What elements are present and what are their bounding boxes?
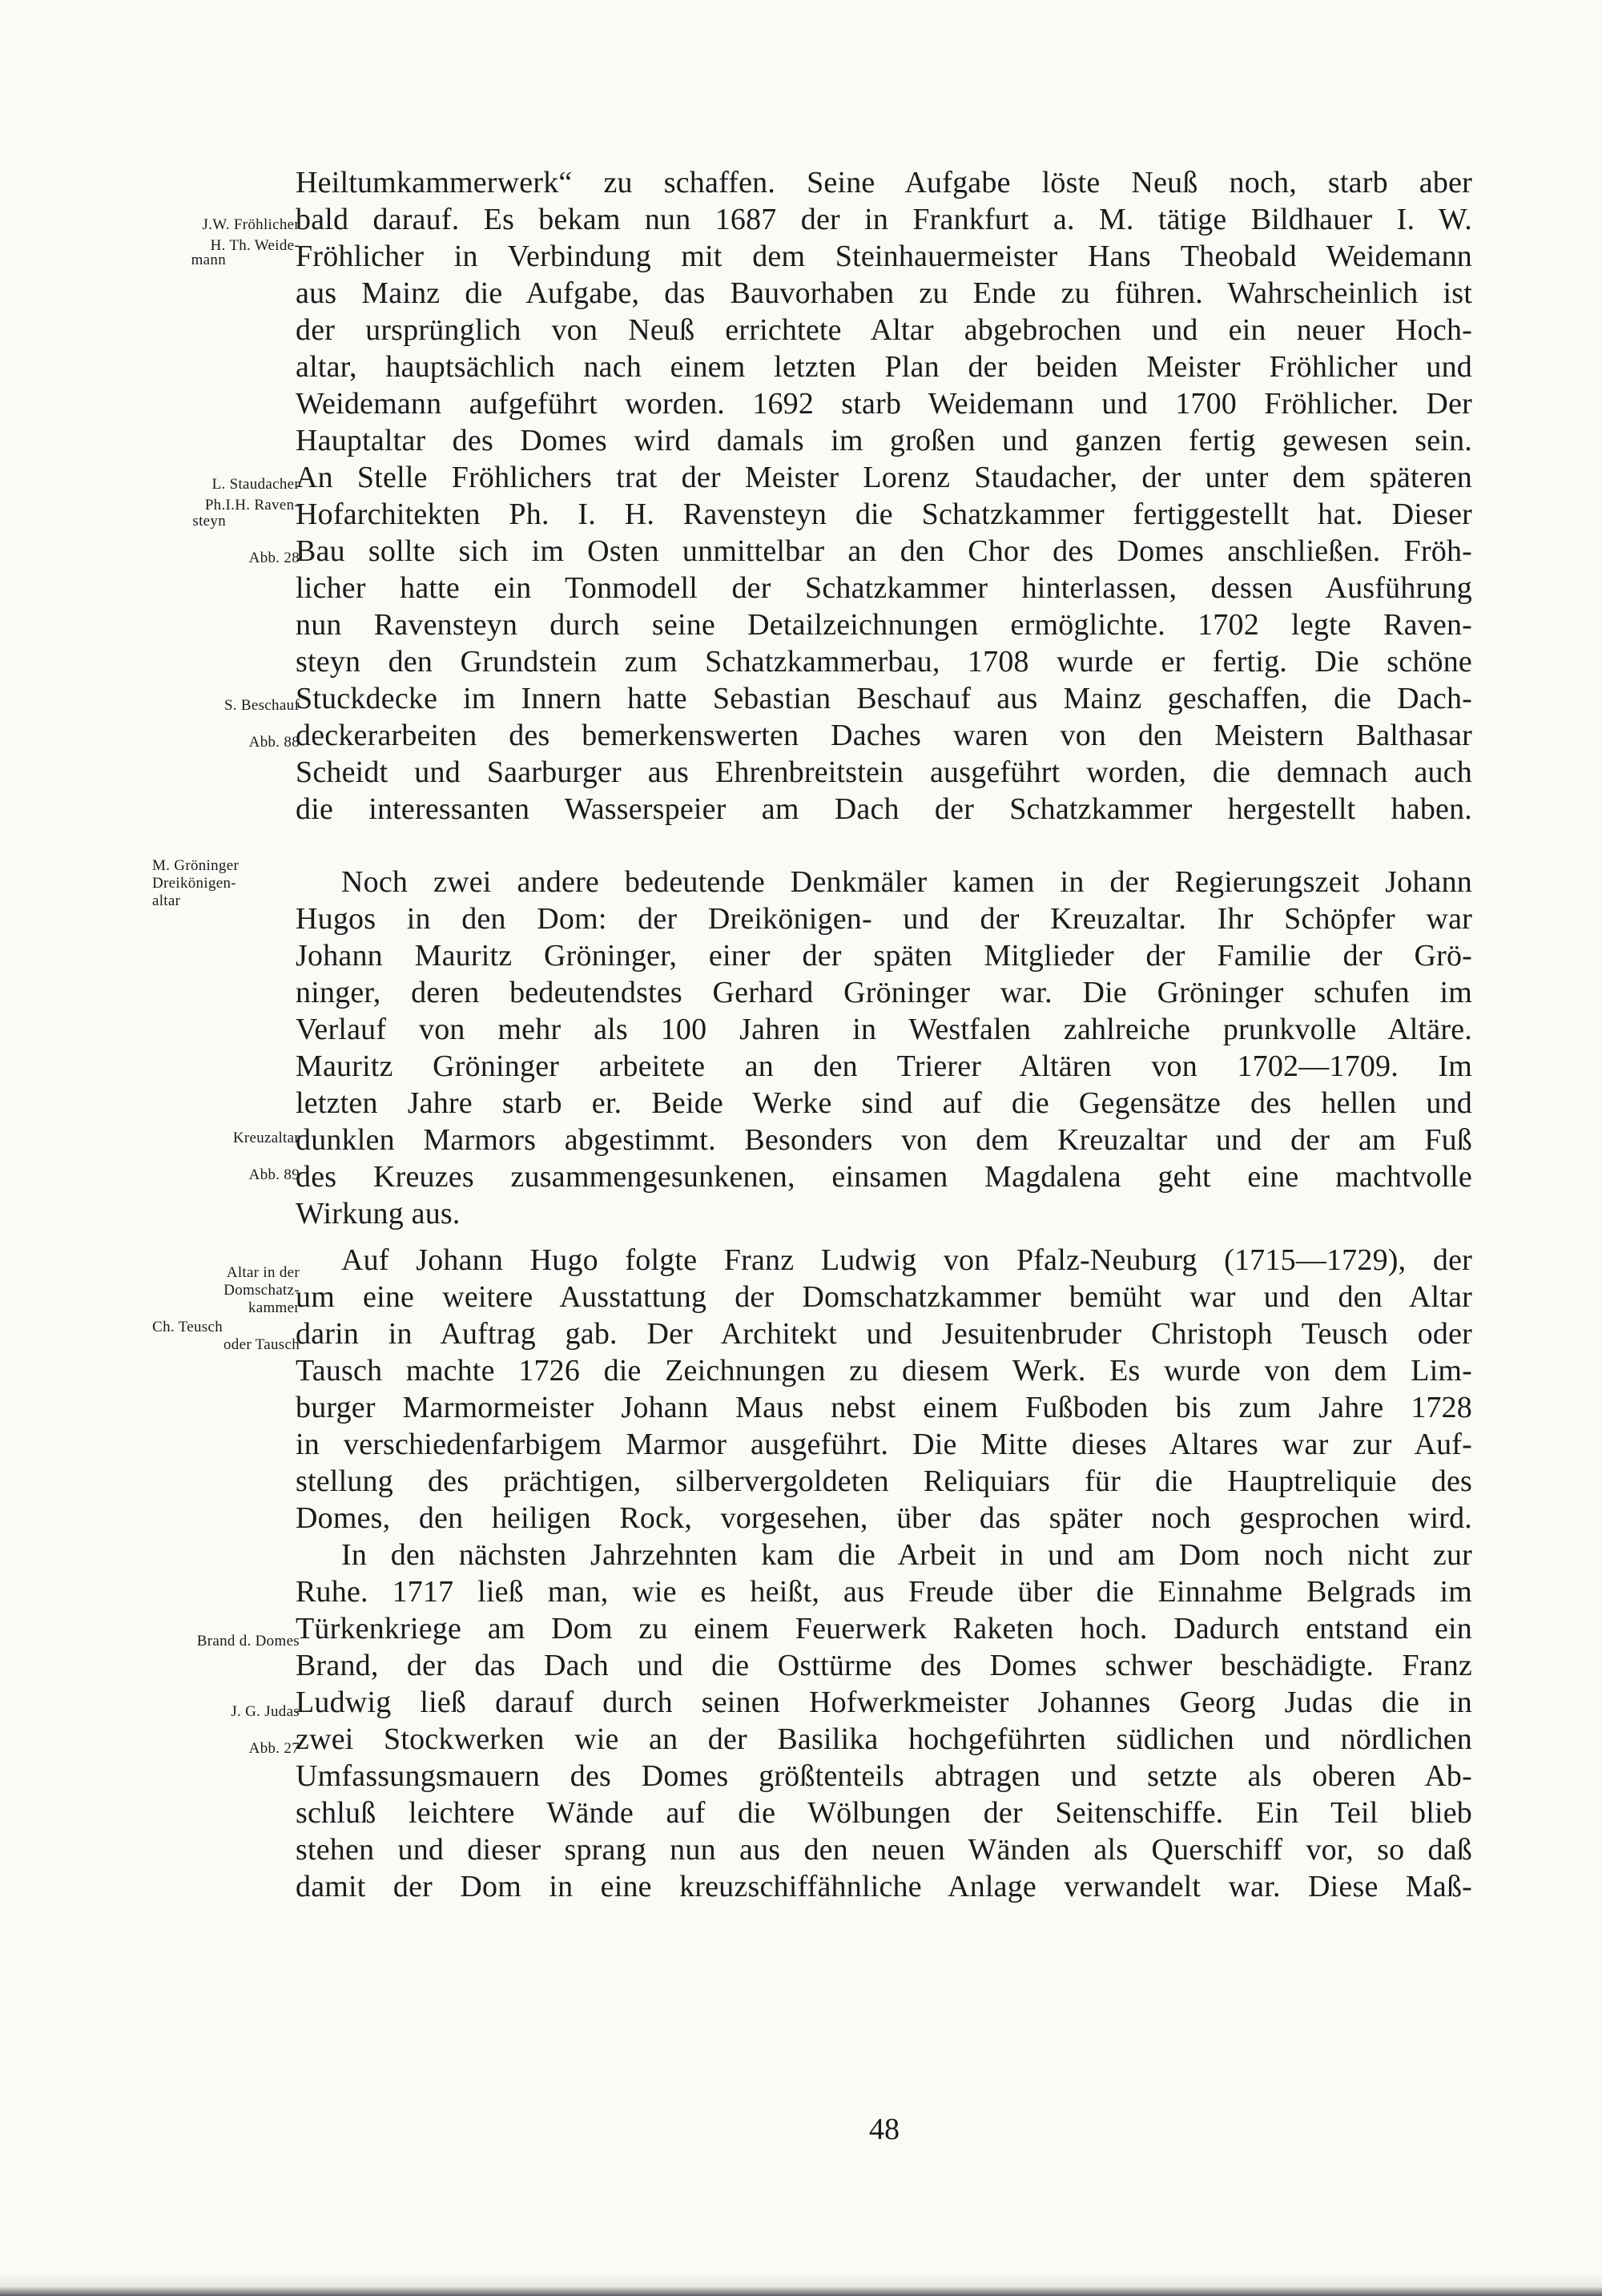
text-line: letzten Jahre starb er. Beide Werke sind auf die Gegensätze des hellen und bbox=[296, 1086, 1472, 1120]
margin-note: steyn bbox=[192, 513, 226, 530]
text-line: Auf Johann Hugo folgte Franz Ludwig von Pfalz-Neuburg (1715—1729), der bbox=[341, 1243, 1472, 1277]
margin-note: kammer bbox=[248, 1299, 300, 1316]
margin-note: Abb. 89 bbox=[248, 1166, 300, 1183]
text-line: der ursprünglich von Neuß errichtete Altar abgebrochen und ein neuer Hoch- bbox=[296, 313, 1472, 347]
text-line: stehen und dieser sprang nun aus den neuen Wänden als Querschiff vor, so daß bbox=[296, 1833, 1472, 1867]
margin-note: Brand d. Domes bbox=[196, 1633, 300, 1649]
margin-note: J. G. Judas bbox=[231, 1703, 300, 1720]
text-line: die interessanten Wasserspeier am Dach der Schatzkammer hergestellt haben. bbox=[296, 792, 1472, 826]
margin-note: mann bbox=[191, 252, 226, 268]
text-line: darin in Auftrag gab. Der Architekt und Jesuitenbruder Christoph Teusch oder bbox=[296, 1317, 1472, 1351]
text-line: Johann Mauritz Gröninger, einer der späten Mitglieder der Familie der Grö- bbox=[296, 939, 1472, 973]
text-line: Tausch machte 1726 die Zeichnungen zu diesem Werk. Es wurde von dem Lim- bbox=[296, 1354, 1472, 1388]
margin-note: Dreikönigen- bbox=[152, 875, 236, 892]
text-line: In den nächsten Jahrzehnten kam die Arbeit in und am Dom noch nicht zur bbox=[341, 1538, 1472, 1572]
text-line: Hofarchitekten Ph. I. H. Ravensteyn die Schatzkammer fertiggestellt hat. Dieser bbox=[296, 497, 1472, 531]
text-line: Wirkung aus. bbox=[296, 1197, 461, 1231]
margin-note: Ph.I.H. Raven- bbox=[204, 497, 300, 514]
text-line: in verschiedenfarbigem Marmor ausgeführt. Die Mitte dieses Altares war zur Auf- bbox=[296, 1428, 1472, 1461]
margin-note: Altar in der bbox=[226, 1264, 300, 1281]
margin-note: M. Gröninger bbox=[152, 857, 239, 874]
text-line: zwei Stockwerken wie an der Basilika hochgeführten südlichen und nördlichen bbox=[296, 1722, 1472, 1756]
margin-note: Kreuzaltar bbox=[232, 1130, 300, 1146]
margin-note: L. Staudacher bbox=[211, 476, 300, 493]
text-line: Brand, der das Dach und die Osttürme des Domes schwer beschädigte. Franz bbox=[296, 1649, 1472, 1682]
text-line: deckerarbeiten des bemerkenswerten Daches waren von den Meistern Balthasar bbox=[296, 719, 1472, 752]
text-line: des Kreuzes zusammengesunkenen, einsamen Magdalena geht eine machtvolle bbox=[296, 1160, 1472, 1194]
margin-note: Abb. 27 bbox=[248, 1740, 300, 1757]
text-line: stellung des prächtigen, silbervergoldeten Reliquiars für die Hauptreliquie des bbox=[296, 1464, 1472, 1498]
text-line: Umfassungsmauern des Domes größtenteils abtragen und setzte als oberen Ab- bbox=[296, 1759, 1472, 1793]
text-line: Scheidt und Saarburger aus Ehrenbreitstein ausgeführt worden, die demnach auch bbox=[296, 755, 1472, 789]
text-line: Stuckdecke im Innern hatte Sebastian Beschauf aus Mainz geschaffen, die Dach- bbox=[296, 682, 1472, 715]
page-number: 48 bbox=[869, 2113, 900, 2146]
text-line: licher hatte ein Tonmodell der Schatzkammer hinterlassen, dessen Ausführung bbox=[296, 571, 1472, 605]
margin-note: Domschatz- bbox=[223, 1282, 300, 1299]
text-line: An Stelle Fröhlichers trat der Meister Lorenz Staudacher, der unter dem späteren bbox=[296, 461, 1472, 494]
text-line: burger Marmormeister Johann Maus nebst einem Fußboden bis zum Jahre 1728 bbox=[296, 1391, 1472, 1424]
margin-note: Abb. 88 bbox=[248, 734, 300, 751]
margin-note: H. Th. Weide- bbox=[210, 237, 300, 254]
margin-note: Ch. Teusch bbox=[152, 1319, 223, 1335]
text-line: Weidemann aufgeführt worden. 1692 starb Weidemann und 1700 Fröhlicher. Der bbox=[296, 387, 1472, 421]
text-line: bald darauf. Es bekam nun 1687 der in Frankfurt a. M. tätige Bildhauer I. W. bbox=[296, 203, 1472, 236]
scan-edge bbox=[0, 2272, 1602, 2296]
margin-note: altar bbox=[152, 892, 181, 909]
text-line: aus Mainz die Aufgabe, das Bauvorhaben zu Ende zu führen. Wahrscheinlich ist bbox=[296, 276, 1472, 310]
text-line: altar, hauptsächlich nach einem letzten Plan der beiden Meister Fröhlicher und bbox=[296, 350, 1472, 384]
text-line: Hugos in den Dom: der Dreikönigen- und der Kreuzaltar. Ihr Schöpfer war bbox=[296, 902, 1472, 936]
text-line: damit der Dom in eine kreuzschiffähnliche Anlage verwandelt war. Diese Maß- bbox=[296, 1870, 1472, 1903]
margin-note: oder Tausch bbox=[223, 1336, 300, 1353]
text-line: um eine weitere Ausstattung der Domschatzkammer bemüht war und den Altar bbox=[296, 1280, 1472, 1314]
text-line: Türkenkriege am Dom zu einem Feuerwerk Raketen hoch. Dadurch entstand ein bbox=[296, 1612, 1472, 1645]
text-line: ninger, deren bedeutendstes Gerhard Gröninger war. Die Gröninger schufen im bbox=[296, 976, 1472, 1009]
text-line: nun Ravensteyn durch seine Detailzeichnungen ermöglichte. 1702 legte Raven- bbox=[296, 608, 1472, 642]
margin-note: J.W. Fröhlicher bbox=[202, 216, 300, 233]
text-line: Ludwig ließ darauf durch seinen Hofwerkmeister Johannes Georg Judas die in bbox=[296, 1686, 1472, 1719]
text-line: schluß leichtere Wände auf die Wölbungen der Seitenschiffe. Ein Teil blieb bbox=[296, 1796, 1472, 1830]
text-line: Hauptaltar des Domes wird damals im großen und ganzen fertig gewesen sein. bbox=[296, 424, 1472, 457]
text-line: steyn den Grundstein zum Schatzkammerbau, 1708 wurde er fertig. Die schöne bbox=[296, 645, 1472, 679]
text-line: dunklen Marmors abgestimmt. Besonders von dem Kreuzaltar und der am Fuß bbox=[296, 1123, 1472, 1157]
text-line: Verlauf von mehr als 100 Jahren in Westfalen zahlreiche prunkvolle Altäre. bbox=[296, 1013, 1472, 1046]
margin-note: Abb. 28 bbox=[248, 550, 300, 566]
text-line: Ruhe. 1717 ließ man, wie es heißt, aus Freude über die Einnahme Belgrads im bbox=[296, 1575, 1472, 1609]
text-line: Mauritz Gröninger arbeitete an den Trierer Altären von 1702—1709. Im bbox=[296, 1049, 1472, 1083]
text-line: Heiltumkammerwerk“ zu schaffen. Seine Aufgabe löste Neuß noch, starb aber bbox=[296, 166, 1472, 199]
margin-note: S. Beschauf bbox=[223, 697, 300, 714]
text-line: Fröhlicher in Verbindung mit dem Steinhauermeister Hans Theobald Weidemann bbox=[296, 240, 1472, 273]
text-line: Domes, den heiligen Rock, vorgesehen, über das später noch gesprochen wird. bbox=[296, 1501, 1472, 1535]
text-line: Noch zwei andere bedeutende Denkmäler kamen in der Regierungszeit Johann bbox=[341, 865, 1472, 899]
text-line: Bau sollte sich im Osten unmittelbar an den Chor des Domes anschließen. Fröh- bbox=[296, 534, 1472, 568]
